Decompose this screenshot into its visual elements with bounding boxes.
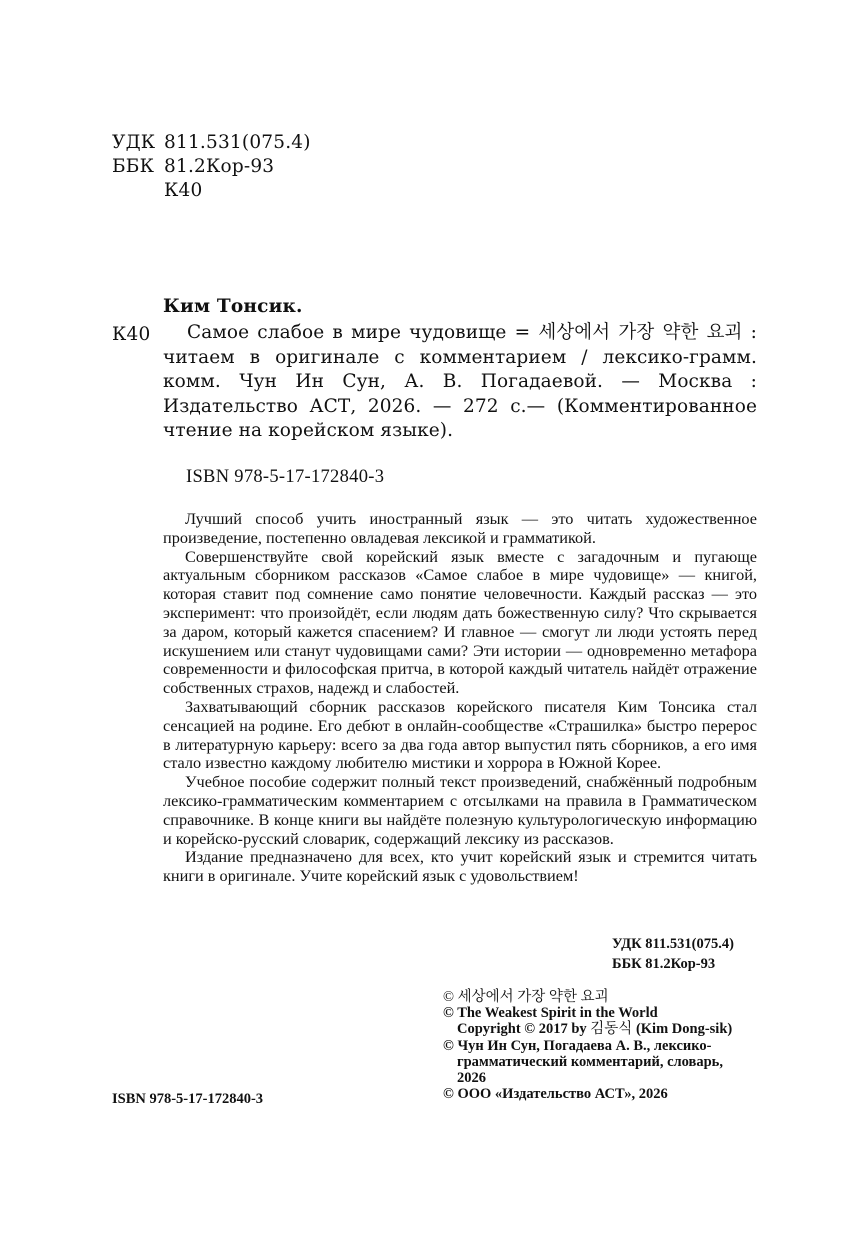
record-author-mark: К40	[112, 324, 151, 345]
author-mark: К40	[164, 180, 203, 201]
classification-block	[112, 131, 311, 203]
annotation-paragraph: Захватывающий сборник рассказов корейского писателя Ким Тонсика стал сенсацией на родине. Его дебют в онлайн-сообществе «Страшилка» быстро перерос в литературную карьеру: всего за два года автор выпустил пять сборников, а его имя стало известно каждому любителю мистики и хоррора в Южной Корее.	[163, 696, 757, 773]
bbk-row	[112, 155, 311, 179]
copyright-commentary-2: грамматический комментарий, словарь,	[457, 1053, 723, 1070]
annotation-paragraph: Учебное пособие содержит полный текст произведений, снабжённый подробным лексико-грамматическим комментарием с отсылками на правила в Грамматическом справочнике. В конце книги вы найдёте полезную культурологическую информацию и корейско-русский словарик, содержащий лексику из рассказов.	[163, 772, 757, 848]
copyright-author-korean: 김동식	[590, 1021, 633, 1038]
annotation-paragraph: Совершенствуйте свой корейский язык вместе с загадочным и пугающе актуальным сборником рассказов «Самое слабое в мире чудовище» — книгой, которая ставит под сомнение само понятие человечности. Каждый рассказ — это эксперимент: что произойдёт, если людям дать божественную силу? Что скрывается за даром, который кажется спасением? И главное — смогут ли люди устоять перед искушением или станут чудовищами сами? Эти истории — одновременно метафора современности и философская притча, в которой каждый читатель найдёт отражение собственных страхов, надежд и слабостей.	[163, 546, 757, 698]
udk-row	[112, 131, 311, 155]
copyright-block	[443, 989, 763, 1102]
copyright-publisher: © ООО «Издательство АСТ», 2026	[443, 1086, 668, 1103]
bbk-value: 81.2Кор-93	[164, 156, 275, 177]
bbk-label: ББК	[112, 156, 155, 177]
copyright-korean-title: © 세상에서 가장 약한 요괴	[443, 989, 609, 1005]
isbn-bottom: ISBN 978-5-17-172840-3	[112, 1091, 264, 1107]
copyright-prefix: Copyright © 2017 by	[457, 1021, 591, 1038]
record-author: Ким Тонсик.	[163, 296, 303, 317]
udk-value: 811.531(075.4)	[164, 132, 311, 153]
record-isbn: ISBN 978-5-17-172840-3	[186, 467, 385, 487]
copyright-commentary-1: © Чун Ин Сун, Погадаева А. В., лексико-	[443, 1037, 712, 1054]
copyright-suffix: (Kim Dong-sik)	[632, 1021, 733, 1038]
copyright-english-title: © The Weakest Spirit in the World	[443, 1005, 658, 1022]
udk-label: УДК	[112, 132, 156, 153]
author-mark-row	[112, 179, 311, 203]
annotation-paragraph: Лучший способ учить иностранный язык — это читать художественное произведение, постепенно овладевая лексикой и грамматикой.	[163, 509, 757, 547]
udk-code: УДК 811.531(075.4)	[612, 936, 734, 952]
annotation	[163, 510, 757, 886]
copyright-commentary-year: 2026	[457, 1070, 486, 1087]
copyright-author-line	[443, 1021, 763, 1037]
bbk-code: ББК 81.2Кор-93	[612, 956, 716, 972]
annotation-paragraph: Издание предназначено для всех, кто учит корейский язык и стремится читать книги в оригинале. Учите корейский язык с удовольствием!	[163, 847, 757, 886]
record-description: Самое слабое в мире чудовище = 세상에서 가장 약한 요괴 : читаем в оригинале с комментарием / лексико-грамм. комм. Чун Ин Сун, А. В. Погадаевой. — Москва : Издательство АСТ, 2026. — 272 с.— (Комментированное чтение на корейском языке).	[163, 322, 757, 441]
codes-block	[612, 934, 734, 974]
